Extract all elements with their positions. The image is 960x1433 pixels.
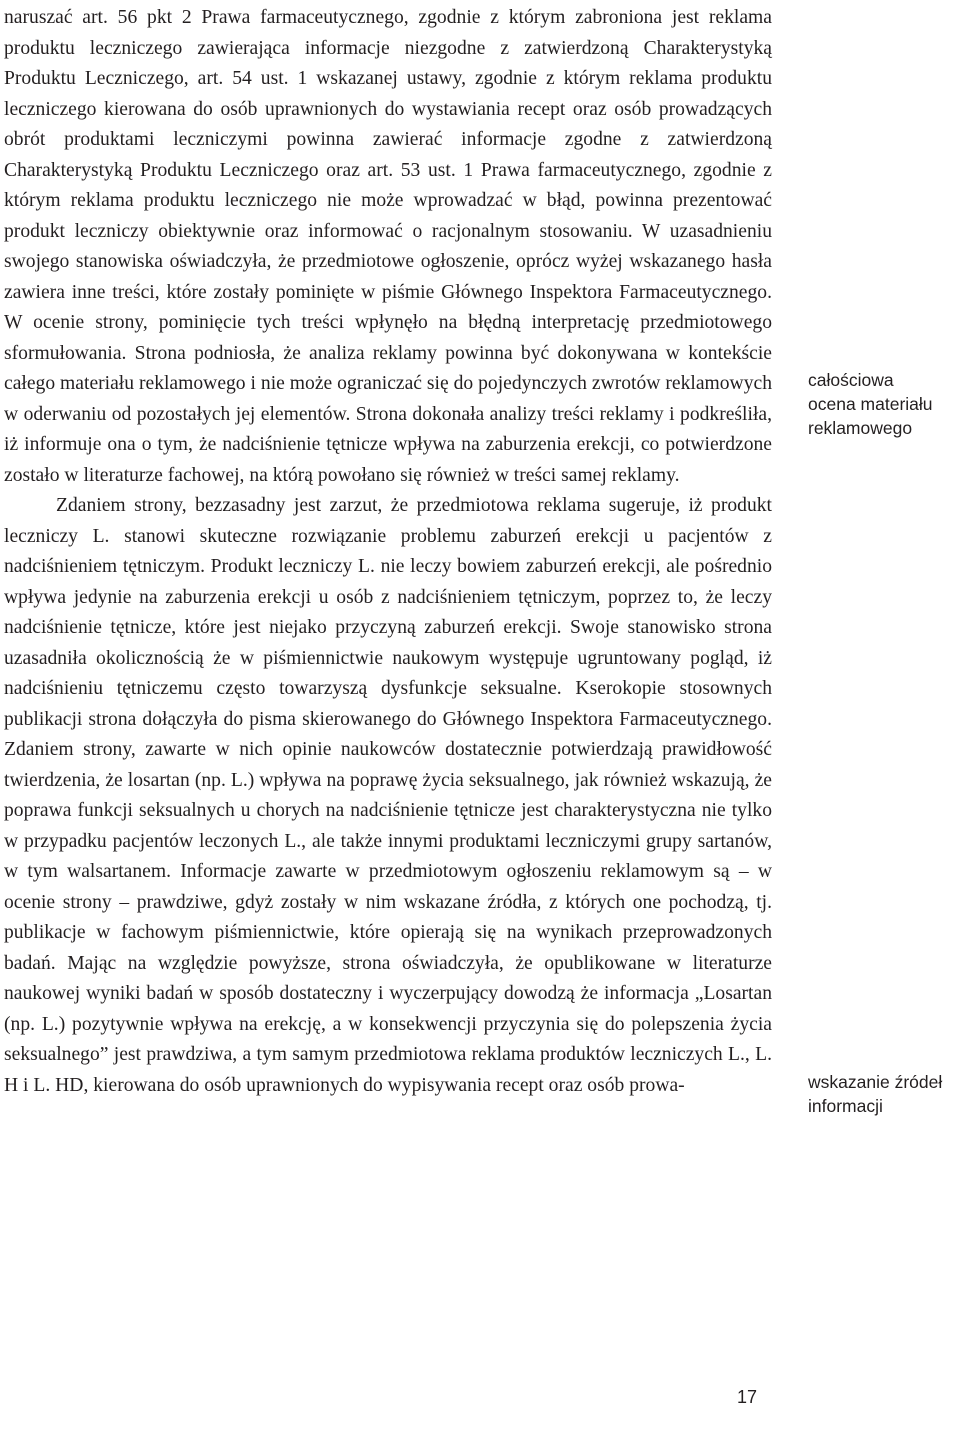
- margin-note-complete-assessment: [808, 368, 960, 440]
- margin-note-line: całościowa: [808, 370, 894, 390]
- page-number: 17: [737, 1387, 758, 1407]
- margin-note-line: informacji: [808, 1096, 883, 1116]
- margin-note-line: reklamowego: [808, 418, 913, 438]
- margin-note-line: wskazanie źródeł: [808, 1072, 943, 1092]
- margin-note-source-indication: [808, 1070, 960, 1118]
- margin-note-line: ocena materiału: [808, 394, 933, 414]
- paragraph-1: naruszać art. 56 pkt 2 Prawa farmaceutycznego, zgodnie z którym zabroniona jest reklama produktu leczniczego zawierająca informacje niezgodne z zatwierdzoną Charakterystyką Produktu Leczniczego, art. 54 ust. 1 wskazanej ustawy, zgodnie z którym reklama produktu leczniczego kierowana do osób uprawnionych do wystawiania recept oraz osób prowadzących obrót produktami leczniczymi powinna zawierać informacje zgodne z zatwierdzoną Charakterystyką Produktu Leczniczego oraz art. 53 ust. 1 Prawa farmaceutycznego, zgodnie z którym reklama produktu leczniczego nie może wprowadzać w błąd, powinna prezentować produkt leczniczy obiektywnie oraz informować o racjonalnym stosowaniu. W uzasadnieniu swojego stanowiska oświadczyła, że przedmiotowe ogłoszenie, oprócz wyżej wskazanego hasła zawiera inne treści, które zostały pominięte w piśmie Głównego Inspektora Farmaceutycznego. W ocenie strony, pominięcie tych treści wpłynęło na błędną interpretację przedmiotowego sformułowania. Strona podniosła, że analiza reklamy powinna być dokonywana w kontekście całego materiału reklamowego i nie może ograniczać się do pojedynczych zwrotów reklamowych w oderwaniu od pozostałych jej elementów. Strona dokonała analizy treści reklamy i podkreśliła, iż informuje ona o tym, że nadciśnienie tętnicze wpływa na zaburzenia erekcji, co potwierdzone zostało w literaturze fachowej, na którą powołano się również w treści samej reklamy.: [4, 7, 772, 486]
- main-text-column: [4, 3, 772, 1101]
- paragraph-2: Zdaniem strony, bezzasadny jest zarzut, że przedmiotowa reklama sugeruje, iż produkt leczniczy L. stanowi skuteczne rozwiązanie problemu zaburzeń erekcji u pacjentów z nadciśnieniem tętniczym. Produkt leczniczy L. nie leczy bowiem zaburzeń erekcji, ale pośrednio wpływa jedynie na zaburzenia erekcji u osób z nadciśnieniem tętniczym, poprzez to, że leczy nadciśnienie tętnicze, które jest niejako przyczyną zaburzeń erekcji. Swoje stanowisko strona uzasadniła okolicznością że w piśmiennictwie naukowym występuje ugruntowany pogląd, iż nadciśnieniu tętniczemu często towarzyszą dysfunkcje seksualne. Kserokopie stosownych publikacji strona dołączyła do pisma skierowanego do Głównego Inspektora Farmaceutycznego. Zdaniem strony, zawarte w nich opinie naukowców dostatecznie potwierdzają prawidłowość twierdzenia, że losartan (np. L.) wpływa na poprawę życia seksualnego, jak również wskazują, że poprawa funkcji seksualnych u chorych na nadciśnienie tętnicze jest charakterystyczna nie tylko w przypadku pacjentów leczonych L., ale także innymi produktami leczniczymi grupy sartanów, w tym walsartanem. Informacje zawarte w przedmiotowym ogłoszeniu reklamowym są – w ocenie strony – prawdziwe, gdyż zostały w nim wskazane źródła, z których one pochodzą, tj. publikacje w fachowym piśmiennictwie, które opierają się na wynikach przeprowadzonych badań. Mając na względzie powyższe, strona oświadczyła, że opublikowane w literaturze naukowej wyniki badań w sposób dostateczny i wyczerpujący dowodzą że informacja „Losartan (np. L.) pozytywnie wpływa na erekcję, a w konsekwencji przyczynia się do polepszenia życia seksualnego” jest prawdziwa, a tym samym przedmiotowa reklama produktów leczniczych L., L. H i L. HD, kierowana do osób uprawnionych do wypisywania recept oraz osób prowa-: [4, 495, 772, 1096]
